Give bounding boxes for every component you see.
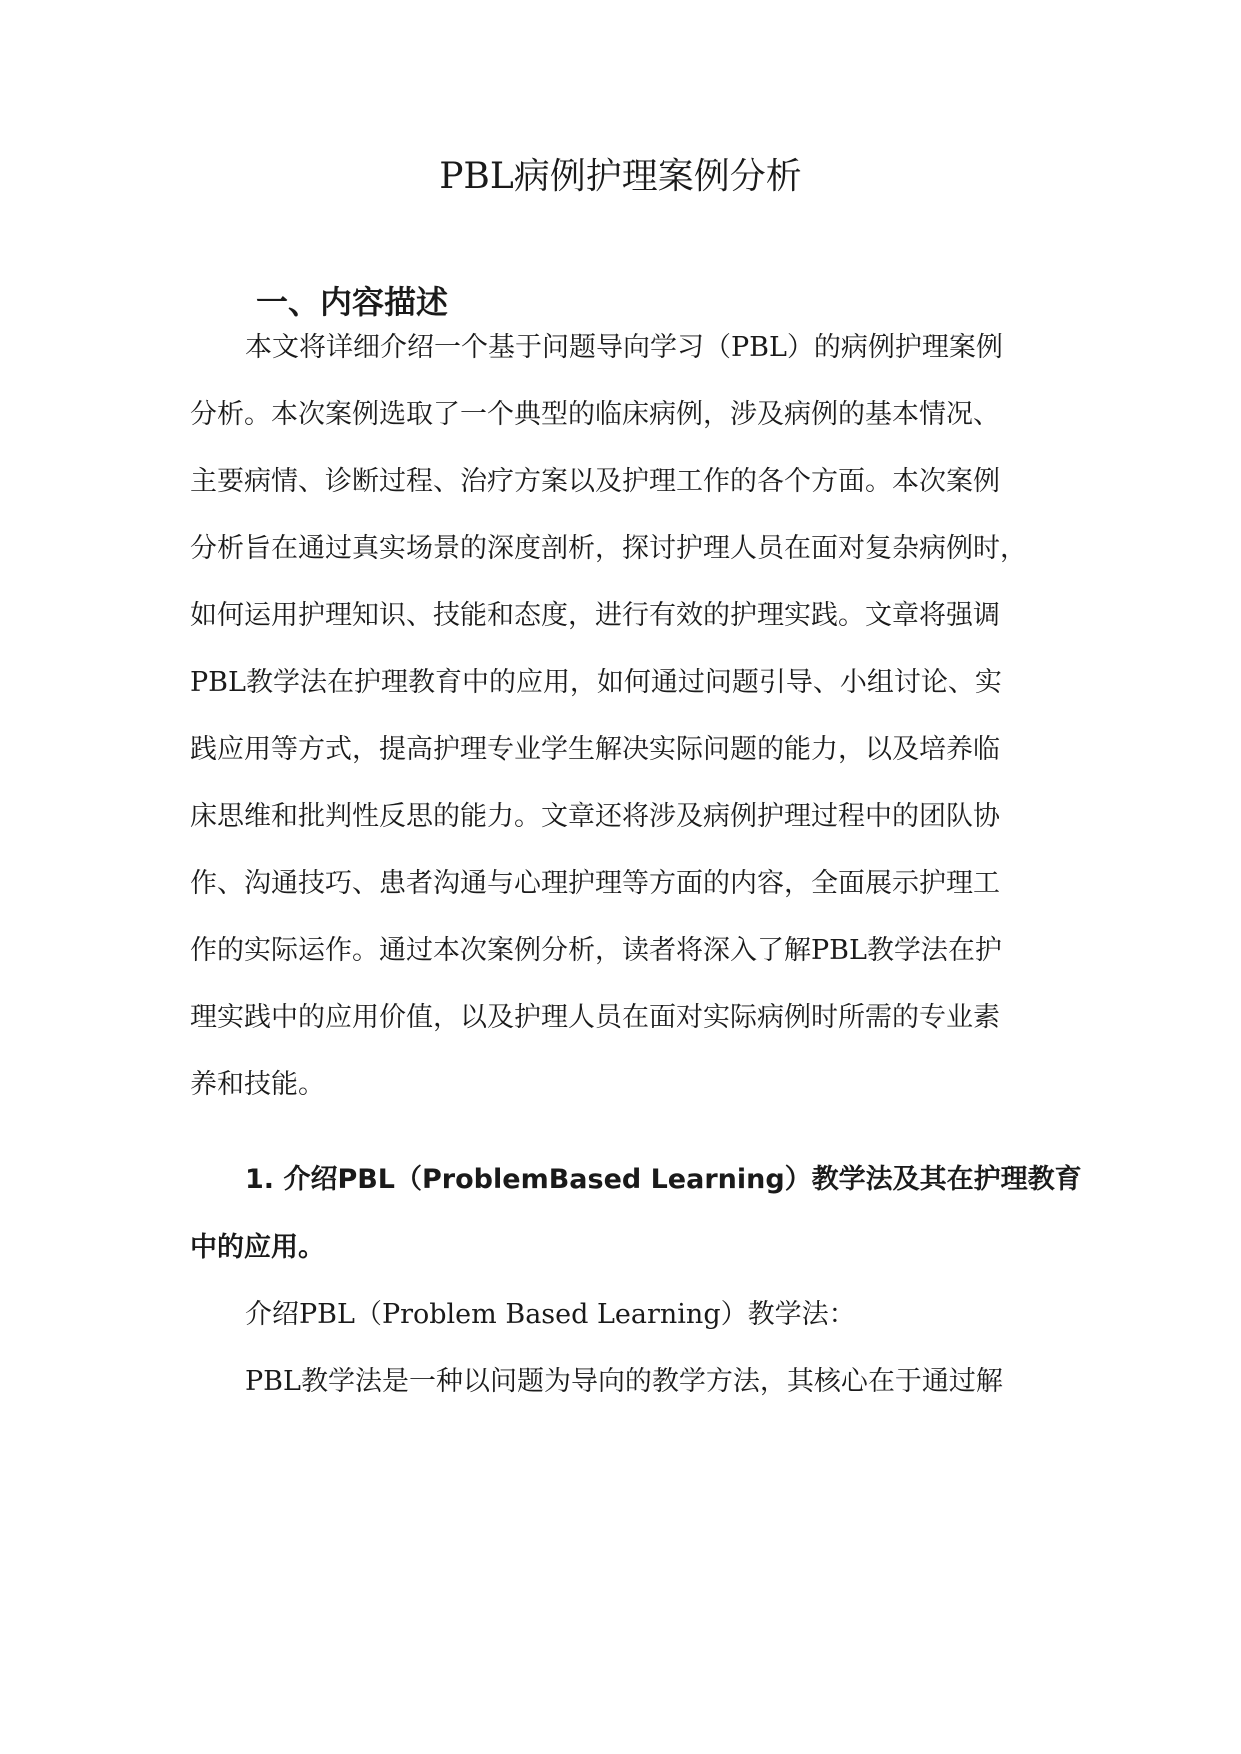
- subheading-line: 中的应用。: [190, 1232, 325, 1263]
- paragraph-line: 本文将详细介绍一个基于问题导向学习（PBL）的病例护理案例: [245, 332, 1003, 363]
- paragraph-line: 床思维和批判性反思的能力。文章还将涉及病例护理过程中的团队协: [190, 801, 1000, 832]
- subheading-line: 1. 介绍PBL（ProblemBased Learning）教学法及其在护理教育: [245, 1164, 1082, 1195]
- paragraph-line: 作的实际运作。通过本次案例分析，读者将深入了解PBL教学法在护: [190, 935, 1002, 966]
- section-heading: 一、内容描述: [256, 283, 449, 321]
- paragraph-line: 分析。本次案例选取了一个典型的临床病例，涉及病例的基本情况、: [190, 399, 1000, 430]
- paragraph-line: 理实践中的应用价值，以及护理人员在面对实际病例时所需的专业素: [190, 1002, 1000, 1033]
- paragraph-line: PBL教学法在护理教育中的应用，如何通过问题引导、小组讨论、实: [190, 667, 1002, 698]
- paragraph-line: 分析旨在通过真实场景的深度剖析，探讨护理人员在面对复杂病例时，: [190, 533, 1027, 564]
- paragraph-line: 介绍PBL（Problem Based Learning）教学法：: [245, 1299, 856, 1330]
- paragraph-line: 如何运用护理知识、技能和态度，进行有效的护理实践。文章将强调: [190, 600, 1000, 631]
- document-title: PBL病例护理案例分析: [439, 156, 802, 197]
- paragraph-line: 主要病情、诊断过程、治疗方案以及护理工作的各个方面。本次案例: [190, 466, 1000, 497]
- paragraph-line: PBL教学法是一种以问题为导向的教学方法，其核心在于通过解: [245, 1366, 1003, 1397]
- paragraph-line: 作、沟通技巧、患者沟通与心理护理等方面的内容，全面展示护理工: [190, 868, 1000, 899]
- paragraph-line: 践应用等方式，提高护理专业学生解决实际问题的能力，以及培养临: [190, 734, 1000, 765]
- paragraph-line: 养和技能。: [190, 1069, 325, 1100]
